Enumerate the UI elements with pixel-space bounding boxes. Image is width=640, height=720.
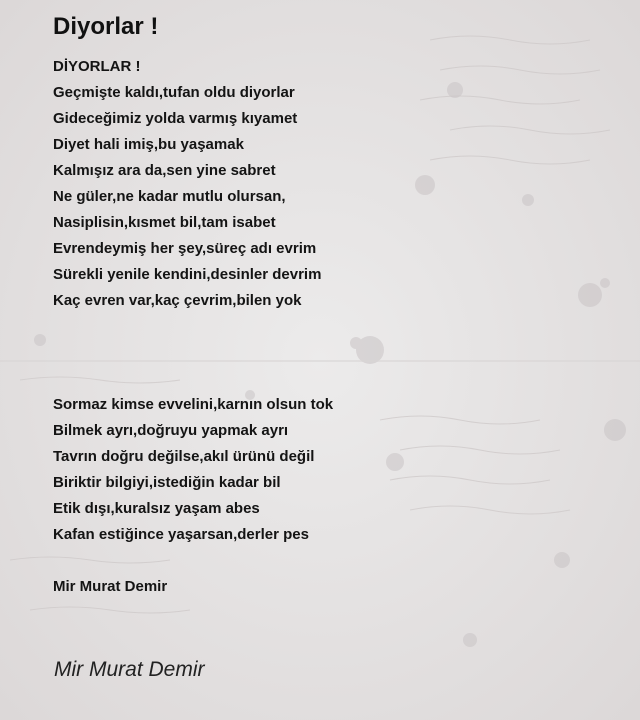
poem-line: Gideceğimiz yolda varmış kıyamet [53, 110, 298, 127]
poem-line: Kafan estiğince yaşarsan,derler pes [53, 526, 309, 543]
page-title: Diyorlar ! [53, 13, 159, 40]
poem-line: Bilmek ayrı,doğruyu yapmak ayrı [53, 422, 289, 439]
poem-line: Nasiplisin,kısmet bil,tam isabet [53, 214, 276, 231]
poem-line: Tavrın doğru değilse,akıl ürünü değil [53, 448, 315, 465]
poem-line: Biriktir bilgiyi,istediğin kadar bil [53, 474, 281, 491]
poem-line: Geçmişte kaldı,tufan oldu diyorlar [53, 84, 295, 101]
author-signature: Mir Murat Demir [54, 658, 205, 681]
stanza-gap [53, 314, 623, 392]
poem-container [53, 10, 623, 600]
author-gap [53, 548, 623, 574]
poem-line: Etik dışı,kuralsız yaşam abes [53, 500, 260, 517]
poem-line: Ne güler,ne kadar mutlu olursan, [53, 188, 286, 205]
poem-line: Diyet hali imiş,bu yaşamak [53, 136, 244, 153]
poem-body [53, 54, 623, 600]
poem-line: Kaç evren var,kaç çevrim,bilen yok [53, 292, 302, 309]
poem-heading: DİYORLAR ! [53, 58, 141, 75]
poem-line: Sormaz kimse evvelini,karnın olsun tok [53, 396, 334, 413]
poem-line: Kalmışız ara da,sen yine sabret [53, 162, 276, 179]
poem-author: Mir Murat Demir [53, 578, 168, 595]
poem-line: Evrendeymiş her şey,süreç adı evrim [53, 240, 317, 257]
poem-line: Sürekli yenile kendini,desinler devrim [53, 266, 322, 283]
